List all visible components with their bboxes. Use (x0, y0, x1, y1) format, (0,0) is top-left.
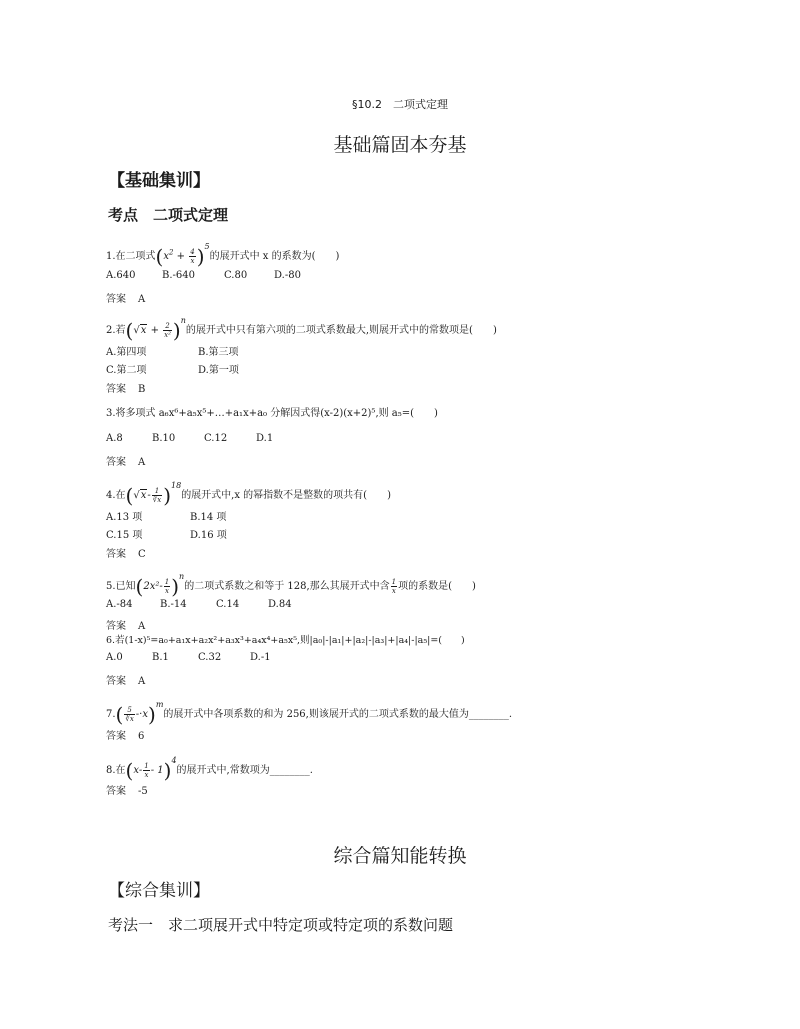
q3-option-b: B.10 (152, 433, 176, 444)
q4-option-a: A.13 项 (106, 512, 143, 523)
set-title-comprehensive: 【综合集训】 (108, 881, 210, 901)
q6-option-d: D.-1 (250, 652, 271, 663)
q3-answer: 答案 A (106, 457, 146, 468)
q1-answer: 答案 A (106, 294, 146, 305)
q5-option-b: B.-14 (160, 599, 187, 610)
question-8: 8.在(x- $\frac{1}{x}$ - 1)$^4$的展开式中,常数项为________. (106, 756, 313, 783)
q4-option-d: D.16 项 (190, 530, 227, 541)
q1-option-a: A.640 (106, 270, 136, 281)
q5-option-d: D.84 (268, 599, 292, 610)
point-title: 考点 二项式定理 (108, 206, 229, 224)
q3-option-c: C.12 (204, 433, 228, 444)
question-4: 4.在(√x- $\frac{1}{∛x}$ )$^{18}$的展开式中,x 的幂指数不是整数的项共有( ) (106, 481, 391, 508)
set-title-basic: 【基础集训】 (108, 171, 210, 191)
q5-option-c: C.14 (216, 599, 240, 610)
method-title: 考法一 求二项展开式中特定项或特定项的系数问题 (108, 916, 454, 934)
part-title-comprehensive: 综合篇知能转换 (333, 845, 467, 867)
q3-option-d: D.1 (256, 433, 274, 444)
section-title: §10.2 二项式定理 (352, 98, 448, 111)
q5-option-a: A.-84 (106, 599, 133, 610)
question-2: 2.若(√x + $\frac{2}{\text{x²}}$ )$^n$的展开式中只有第六项的二项式系数最大,则展开式中的常数项是( ) (106, 316, 497, 343)
q1-option-d: D.-80 (274, 270, 301, 281)
q3-option-a: A.8 (106, 433, 123, 444)
question-1: 1.在二项式($x^2$ + $\frac{4}{x}$ )$^5$的展开式中 x 的系数为( ) (106, 242, 340, 269)
q6-option-a: A.0 (106, 652, 123, 663)
q4-option-b: B.14 项 (190, 512, 227, 523)
q6-answer: 答案 A (106, 676, 146, 687)
q1-option-b: B.-640 (162, 270, 195, 281)
q7-answer: 答案 6 (106, 731, 145, 742)
question-5: 5.已知(2x²- $\frac{1}{x}$ )$^n$的二项式系数之和等于 128,那么其展开式中含 $\frac{1}{x}$ 项的系数是( ) (106, 572, 476, 599)
q4-answer: 答案 C (106, 549, 146, 560)
q1-option-c: C.80 (224, 270, 248, 281)
q2-option-a: A.第四项 (106, 347, 147, 358)
part-title-basic: 基础篇固本夯基 (333, 134, 467, 156)
q4-option-c: C.15 项 (106, 530, 143, 541)
q2-option-d: D.第一项 (198, 365, 239, 376)
question-3: 3.将多项式 a₆x⁶+a₅x⁵+…+a₁x+a₀ 分解因式得(x-2)(x+2)⁵,则 a₅=( ) (106, 408, 438, 419)
q2-option-b: B.第三项 (198, 347, 239, 358)
q8-answer: 答案 -5 (106, 786, 148, 797)
q6-option-c: C.32 (198, 652, 222, 663)
question-7: 7.( $\frac{5}{∛x}$ -·x)$^m$的展开式中各项系数的和为 256,则该展开式的二项式系数的最大值为________. (106, 700, 513, 727)
q2-option-c: C.第二项 (106, 365, 147, 376)
q6-option-b: B.1 (152, 652, 169, 663)
q2-answer: 答案 B (106, 384, 146, 395)
question-6: 6.若(1-x)⁵=a₀+a₁x+a₂x²+a₃x³+a₄x⁴+a₅x⁵,则|a₀|-|a₁|+|a₂|-|a₃|+|a₄|-|a₅|=( ) (106, 635, 465, 646)
q5-answer: 答案 A (106, 621, 146, 632)
